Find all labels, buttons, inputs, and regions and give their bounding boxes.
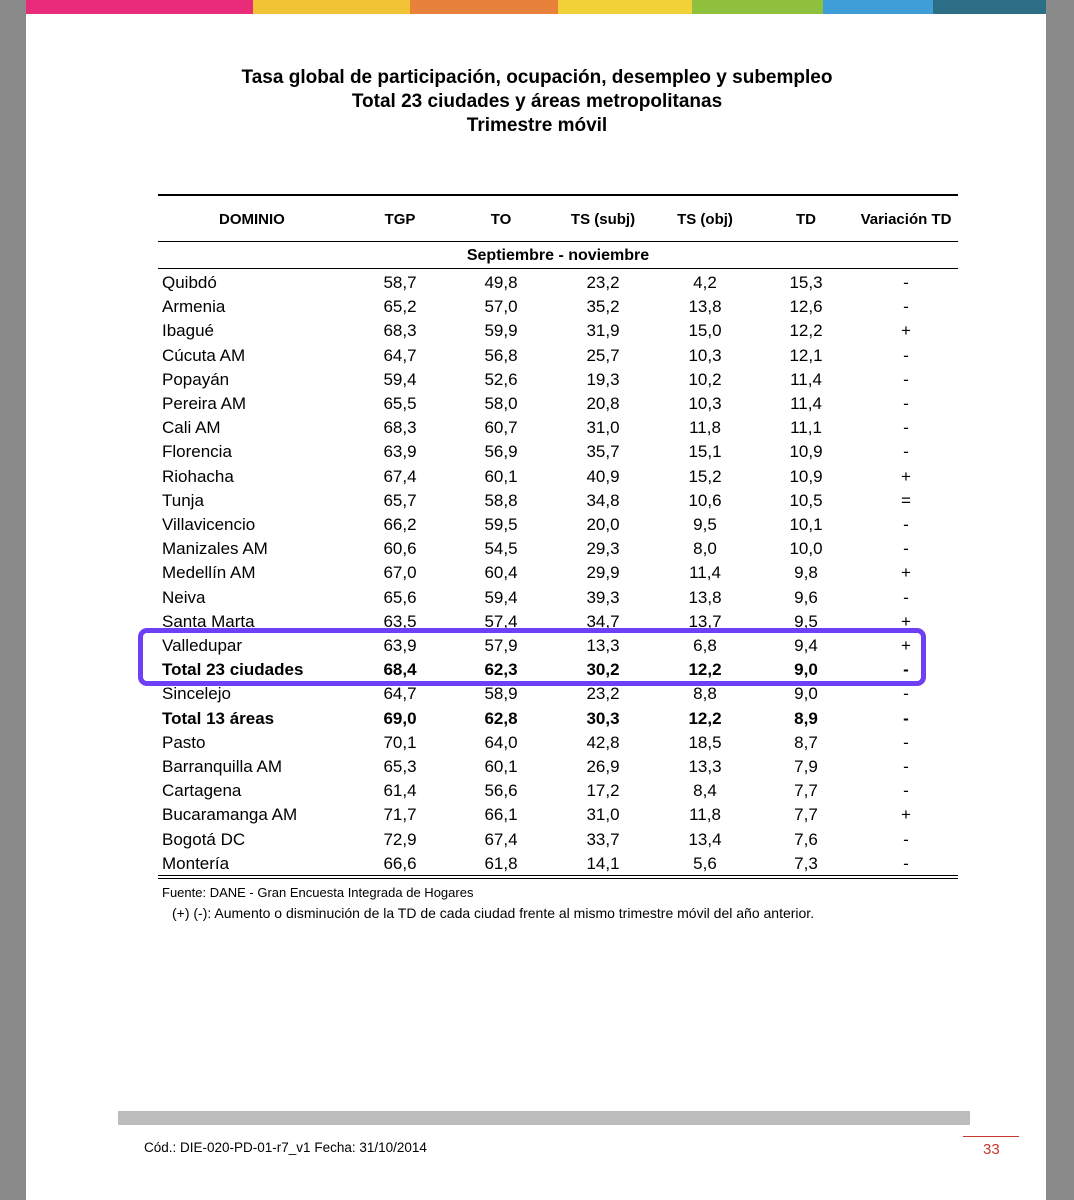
header-rule bbox=[158, 241, 958, 242]
table-cell-tgp: 71,7 bbox=[383, 805, 417, 825]
table-cell-tso: 10,3 bbox=[688, 345, 722, 365]
table-cell-tgp: 63,9 bbox=[383, 636, 417, 655]
table-cell-tso: 15,2 bbox=[688, 466, 722, 486]
table-cell-var: - bbox=[903, 781, 909, 801]
highlight-box bbox=[138, 628, 926, 686]
color-bar-segment bbox=[558, 0, 692, 14]
table-cell-tso: 10,6 bbox=[688, 490, 722, 510]
table-cell-tgp: 65,7 bbox=[383, 490, 417, 510]
table-cell-td: 11,1 bbox=[790, 418, 822, 438]
table-cell-to: 57,9 bbox=[484, 636, 518, 655]
table-cell-tss: 20,0 bbox=[586, 515, 620, 534]
header-tgp: TGP bbox=[384, 211, 416, 228]
table-cell-var: - bbox=[903, 369, 909, 389]
table-cell-tso: 13,7 bbox=[688, 611, 722, 631]
color-bar bbox=[26, 0, 1046, 14]
table-cell-tso: 8,0 bbox=[693, 539, 717, 559]
color-bar-segment bbox=[253, 0, 410, 14]
table-cell-td: 9,0 bbox=[794, 660, 818, 680]
table-cell-tgp: 58,7 bbox=[383, 273, 417, 292]
table-cell-to: 56,6 bbox=[484, 781, 518, 801]
table-cell-td: 7,7 bbox=[794, 781, 818, 801]
table-cell-tss: 30,2 bbox=[586, 660, 620, 680]
table-cell-to: 59,4 bbox=[484, 587, 518, 607]
table-cell-name: Manizales AM bbox=[162, 539, 268, 559]
table-cell-to: 54,5 bbox=[484, 539, 518, 559]
legend-note: (+) (-): Aumento o disminución de la TD de cada ciudad frente al mismo trimestre móvil del año anterior. bbox=[172, 905, 815, 921]
table-cell-tss: 31,9 bbox=[586, 321, 620, 341]
table-cell-tss: 39,3 bbox=[586, 587, 620, 607]
table-cell-tss: 42,8 bbox=[586, 732, 620, 752]
table-cell-to: 62,8 bbox=[484, 708, 518, 728]
table-cell-to: 59,9 bbox=[484, 321, 518, 341]
table-cell-var: - bbox=[903, 684, 909, 704]
table-cell-td: 10,9 bbox=[789, 442, 823, 462]
table-cell-name: Ibagué bbox=[162, 321, 214, 341]
table-cell-to: 57,0 bbox=[484, 297, 518, 317]
table-top-rule bbox=[158, 194, 958, 196]
title-line-2: Total 23 ciudades y áreas metropolitanas bbox=[351, 91, 723, 112]
table-cell-to: 56,8 bbox=[484, 345, 518, 365]
table-cell-tss: 20,8 bbox=[586, 394, 620, 413]
table-cell-var: + bbox=[901, 611, 911, 631]
table-cell-tgp: 61,4 bbox=[383, 781, 417, 801]
table-cell-tss: 33,7 bbox=[586, 829, 620, 849]
table-cell-var: - bbox=[903, 853, 909, 873]
table-cell-tgp: 70,1 bbox=[383, 732, 417, 752]
table-cell-to: 67,4 bbox=[484, 829, 518, 849]
table-cell-name: Bucaramanga AM bbox=[162, 805, 298, 825]
table-cell-to: 58,0 bbox=[484, 394, 518, 413]
table-cell-to: 56,9 bbox=[484, 442, 518, 462]
title-line-1: Tasa global de participación, ocupación, desempleo y subempleo bbox=[241, 67, 833, 88]
table-cell-tgp: 72,9 bbox=[383, 829, 417, 849]
table-cell-var: - bbox=[903, 515, 909, 534]
table-cell-tso: 10,2 bbox=[688, 369, 722, 389]
table-cell-var: - bbox=[903, 539, 909, 559]
table-cell-tss: 35,2 bbox=[586, 297, 620, 317]
table-cell-td: 10,5 bbox=[789, 490, 823, 510]
table-cell-tss: 34,8 bbox=[586, 490, 620, 510]
table-cell-to: 62,3 bbox=[484, 660, 518, 680]
color-bar-segment bbox=[933, 0, 1046, 14]
table-cell-tss: 31,0 bbox=[586, 418, 620, 438]
header-to: TO bbox=[490, 211, 512, 228]
table-cell-td: 7,9 bbox=[794, 757, 818, 776]
table-cell-var: - bbox=[903, 587, 909, 607]
table-cell-var: + bbox=[901, 321, 911, 341]
table-cell-td: 9,8 bbox=[794, 563, 818, 583]
table-cell-name: Riohacha bbox=[162, 466, 234, 486]
table-cell-tso: 10,3 bbox=[688, 394, 722, 413]
table-cell-tgp: 68,3 bbox=[383, 321, 417, 341]
table-cell-tgp: 65,2 bbox=[383, 297, 417, 317]
table-cell-var: - bbox=[903, 757, 909, 776]
color-bar-segment bbox=[823, 0, 933, 14]
table-cell-tso: 13,3 bbox=[688, 757, 722, 776]
table-cell-tgp: 64,7 bbox=[383, 345, 417, 365]
table-cell-tgp: 60,6 bbox=[383, 539, 417, 559]
footer-bar bbox=[118, 1111, 970, 1125]
header-ts-obj: TS (obj) bbox=[677, 211, 733, 228]
table-cell-to: 57,4 bbox=[484, 611, 518, 631]
table-cell-td: 8,7 bbox=[794, 732, 818, 752]
table-cell-name: Medellín AM bbox=[162, 563, 256, 583]
title-line-3: Trimestre móvil bbox=[466, 115, 608, 136]
table-cell-name: Santa Marta bbox=[162, 611, 255, 631]
table-cell-tss: 19,3 bbox=[586, 369, 620, 389]
table-cell-td: 10,0 bbox=[789, 539, 823, 559]
table-cell-var: - bbox=[903, 829, 909, 849]
table-cell-name: Armenia bbox=[162, 297, 226, 317]
table-cell-var: - bbox=[903, 732, 909, 752]
color-bar-segment bbox=[410, 0, 558, 14]
table-cell-to: 60,1 bbox=[484, 466, 518, 486]
table-cell-var: - bbox=[903, 345, 909, 365]
table-cell-var: - bbox=[903, 418, 909, 438]
table-cell-tso: 13,8 bbox=[688, 297, 722, 317]
table-cell-tgp: 64,7 bbox=[383, 684, 417, 704]
table-cell-to: 60,7 bbox=[484, 418, 518, 438]
footer-code: Cód.: DIE-020-PD-01-r7_v1 Fecha: 31/10/2014 bbox=[144, 1140, 427, 1155]
table-cell-name: Neiva bbox=[162, 587, 206, 607]
table-cell-tss: 29,3 bbox=[586, 539, 620, 559]
table-cell-tso: 13,4 bbox=[688, 829, 722, 849]
table-cell-td: 12,2 bbox=[789, 321, 823, 341]
table-cell-var: - bbox=[903, 708, 909, 728]
table-cell-name: Villavicencio bbox=[162, 515, 256, 534]
table-cell-var: - bbox=[903, 273, 909, 292]
table-cell-td: 8,9 bbox=[794, 708, 818, 728]
table-cell-to: 59,5 bbox=[484, 515, 518, 534]
table-cell-tgp: 66,6 bbox=[383, 853, 417, 873]
table-cell-tso: 11,8 bbox=[689, 805, 721, 825]
table-cell-tgp: 68,3 bbox=[383, 418, 417, 438]
table-bottom-rule-2 bbox=[158, 878, 958, 879]
table-cell-var: - bbox=[903, 442, 909, 462]
table-cell-var: + bbox=[901, 466, 911, 486]
table-cell-td: 15,3 bbox=[789, 273, 823, 292]
table-cell-to: 52,6 bbox=[484, 369, 518, 389]
table-cell-tgp: 65,6 bbox=[383, 587, 417, 607]
table-cell-tss: 35,7 bbox=[586, 442, 620, 462]
table-cell-to: 60,4 bbox=[484, 563, 518, 583]
table-cell-td: 9,6 bbox=[794, 587, 818, 607]
table-cell-tso: 13,8 bbox=[688, 587, 722, 607]
table-cell-tgp: 63,9 bbox=[383, 442, 417, 462]
table-cell-var: = bbox=[901, 490, 911, 510]
table-cell-tso: 4,2 bbox=[693, 273, 717, 292]
page-number: 33 bbox=[983, 1141, 1000, 1158]
table-cell-td: 7,6 bbox=[794, 829, 818, 849]
table-cell-td: 12,1 bbox=[789, 345, 823, 365]
table-cell-td: 9,4 bbox=[794, 636, 818, 655]
color-bar-segment bbox=[692, 0, 823, 14]
table-cell-tss: 13,3 bbox=[586, 636, 620, 655]
table-cell-td: 10,1 bbox=[789, 515, 823, 534]
table-cell-tss: 30,3 bbox=[586, 708, 620, 728]
table-cell-tso: 11,8 bbox=[689, 418, 721, 438]
table-cell-tss: 17,2 bbox=[586, 781, 620, 801]
table-cell-tss: 40,9 bbox=[586, 466, 620, 486]
table-cell-var: - bbox=[903, 660, 909, 680]
table-cell-td: 10,9 bbox=[789, 466, 823, 486]
table-cell-tss: 29,9 bbox=[586, 563, 620, 583]
table-cell-to: 49,8 bbox=[484, 273, 518, 292]
header-ts-subj: TS (subj) bbox=[570, 211, 636, 228]
table-cell-td: 7,3 bbox=[794, 853, 818, 873]
table-cell-name: Total 23 ciudades bbox=[162, 660, 304, 680]
table-cell-name: Popayán bbox=[162, 369, 230, 389]
table-cell-var: + bbox=[901, 636, 911, 655]
table-cell-name: Montería bbox=[162, 853, 230, 873]
table-cell-tso: 18,5 bbox=[688, 732, 722, 752]
table-cell-tso: 15,0 bbox=[688, 321, 722, 341]
table-cell-var: + bbox=[901, 563, 911, 583]
table-cell-tso: 5,6 bbox=[693, 853, 717, 873]
table-cell-tss: 34,7 bbox=[586, 611, 620, 631]
table-cell-tss: 31,0 bbox=[586, 805, 620, 825]
table-cell-tss: 23,2 bbox=[586, 684, 620, 704]
table-cell-tgp: 67,0 bbox=[383, 563, 417, 583]
table-cell-name: Bogotá DC bbox=[162, 829, 246, 849]
table-cell-tgp: 59,4 bbox=[383, 369, 417, 389]
table-cell-tss: 23,2 bbox=[586, 273, 620, 292]
table-cell-name: Florencia bbox=[162, 442, 232, 462]
table-cell-td: 11,4 bbox=[790, 394, 822, 413]
table-bottom-rule-1 bbox=[158, 875, 958, 876]
period-label: Septiembre - noviembre bbox=[466, 247, 650, 264]
table-cell-name: Cali AM bbox=[162, 418, 221, 438]
table-cell-tss: 25,7 bbox=[586, 345, 620, 365]
source-note: Fuente: DANE - Gran Encuesta Integrada de Hogares bbox=[162, 885, 474, 900]
table-cell-name: Total 13 áreas bbox=[162, 708, 275, 728]
header-variacion-td: Variación TD bbox=[860, 211, 952, 228]
table-cell-tso: 15,1 bbox=[688, 442, 722, 462]
table-cell-to: 58,8 bbox=[484, 490, 518, 510]
period-rule bbox=[158, 268, 958, 269]
table-cell-to: 64,0 bbox=[484, 732, 518, 752]
table-cell-to: 66,1 bbox=[484, 805, 518, 825]
table-cell-td: 11,4 bbox=[790, 369, 822, 389]
table-cell-tgp: 63,5 bbox=[383, 611, 417, 631]
table-cell-to: 61,8 bbox=[484, 853, 518, 873]
table-cell-name: Pasto bbox=[162, 732, 206, 752]
table-cell-name: Cartagena bbox=[162, 781, 242, 801]
table-cell-tso: 8,4 bbox=[693, 781, 717, 801]
table-cell-tso: 12,2 bbox=[688, 708, 722, 728]
table-cell-name: Tunja bbox=[162, 490, 204, 510]
table-cell-tgp: 69,0 bbox=[383, 708, 417, 728]
table-cell-to: 58,9 bbox=[484, 684, 518, 704]
table-cell-var: + bbox=[901, 805, 911, 825]
table-cell-td: 7,7 bbox=[794, 805, 818, 825]
table-cell-name: Valledupar bbox=[162, 636, 243, 655]
table-cell-td: 9,5 bbox=[794, 611, 818, 631]
color-bar-segment bbox=[26, 0, 253, 14]
table-cell-td: 9,0 bbox=[794, 684, 818, 704]
table-cell-var: - bbox=[903, 394, 909, 413]
table-cell-tss: 14,1 bbox=[586, 853, 620, 873]
table-cell-to: 60,1 bbox=[484, 757, 518, 776]
table-cell-tgp: 66,2 bbox=[383, 515, 417, 534]
table-cell-tgp: 65,3 bbox=[383, 757, 417, 776]
table-cell-name: Barranquilla AM bbox=[162, 757, 283, 776]
table-cell-tss: 26,9 bbox=[586, 757, 620, 776]
table-cell-name: Quibdó bbox=[162, 273, 217, 292]
table-cell-name: Cúcuta AM bbox=[162, 345, 246, 365]
table-cell-name: Sincelejo bbox=[162, 684, 231, 704]
page-number-rule bbox=[963, 1136, 1019, 1137]
table-cell-tso: 12,2 bbox=[688, 660, 722, 680]
table-cell-tgp: 68,4 bbox=[383, 660, 417, 680]
table-cell-tso: 11,4 bbox=[689, 563, 721, 583]
report-title bbox=[0, 66, 1074, 138]
table-cell-var: - bbox=[903, 297, 909, 317]
table-cell-tgp: 65,5 bbox=[383, 394, 417, 413]
header-dominio: DOMINIO bbox=[219, 211, 285, 228]
header-td: TD bbox=[796, 211, 816, 228]
table-cell-tso: 8,8 bbox=[693, 684, 717, 704]
table-cell-name: Pereira AM bbox=[162, 394, 247, 413]
table-cell-tso: 6,8 bbox=[693, 636, 717, 655]
table-cell-tgp: 67,4 bbox=[383, 466, 417, 486]
table-cell-tso: 9,5 bbox=[693, 515, 717, 534]
table-cell-td: 12,6 bbox=[789, 297, 823, 317]
